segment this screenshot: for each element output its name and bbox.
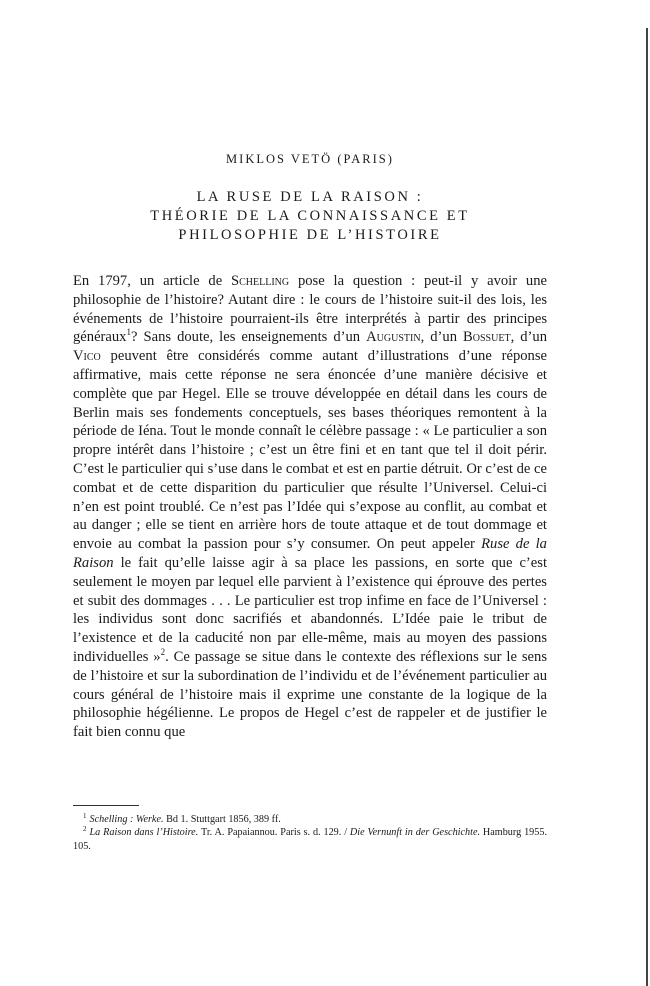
title-line-3: PHILOSOPHIE DE L’HISTOIRE — [178, 227, 442, 243]
article-author: MIKLOS VETÖ (PARIS) — [226, 152, 394, 166]
body-text-run: . Ce passage se situe dans le contexte des réflexions sur le sens de l’histoire et sur la subordination de l’individu et de l’événement particulier au cours général de l’histoire mais il exprime une constante de la logique de la philosophie hégélienne. Le propos de Hegel c’est de rappeler et de justifier le fait bien connu que — [73, 648, 547, 741]
body-text-run: pose la question : peut-il y avoir une philosophie de l’histoire? Autant dire : le cours de l’histoire suit-il des lois, les événements de l’histoire pourraient-ils être interprétés à partir des principes généraux — [73, 273, 547, 346]
name-schelling: Schelling — [231, 273, 290, 289]
footnote-text: Bd 1. Stuttgart 1856, 389 ff. — [163, 814, 281, 825]
body-paragraph — [73, 272, 547, 742]
footnote-ref-1[interactable]: 1 — [126, 327, 131, 338]
article-body — [73, 272, 547, 742]
body-text-run: ? Sans doute, les enseignements d’un — [130, 329, 367, 346]
title-line-2: THÉORIE DE LA CONNAISSANCE ET — [150, 208, 470, 224]
footnote-1 — [73, 813, 547, 826]
footnote-number: 1 — [83, 811, 87, 820]
footnote-2 — [73, 826, 547, 853]
footnote-text-2: Hamburg 1955. 105. — [73, 827, 548, 852]
name-vico: Vico — [73, 348, 101, 365]
body-text-run: , d’un — [510, 329, 547, 346]
body-text-run: , d’un — [420, 329, 464, 346]
footnote-text: Tr. A. Papaiannou. Paris s. d. 129. / — [198, 827, 350, 839]
footnote-work-title-2: Die Vernunft in der Geschichte. — [349, 827, 481, 839]
footnote-number: 2 — [83, 825, 87, 834]
footnote-work-title: La Raison dans l’Histoire. — [89, 827, 199, 839]
title-line-1: LA RUSE DE LA RAISON : — [196, 189, 424, 205]
footnote-divider — [73, 805, 139, 806]
term-ruse-de-la-raison: Ruse de la Raison — [73, 536, 547, 571]
footnote-ref-2[interactable]: 2 — [160, 647, 166, 658]
body-text-run: le fait qu’elle laisse agir à sa place les passions, en sorte que c’est seulement le moyen par lequel elle parvient à l’existence qui éprouve des pertes et subit des dommages . . . Le particulier est trop infime en face de l’Universel : les individus sont donc sacrifiés et abandonnés. L’Idée paie le tribut de l’existence et de la caducité non par elle-même, mais au moyen des passions individuelles » — [73, 554, 547, 665]
body-text-run: peuvent être considérés comme autant d’illustrations d’une réponse affirmative, mais cette réponse ne sera énoncée d’une manière décisive et complète que par Hegel. Elle se trouve développée en détail dans les cours de Berlin mais ses fondements conceptuels, ses bases théoriques remontent à la période de Iéna. Tout le monde connaît le célèbre passage : « Le particulier a son propre intérêt dans l’histoire ; c’est un être fini et en tant que tel il doit périr. C’est le particulier qui s’use dans le combat et est en partie détruit. Or c’est de ce combat et de cette disparition du particulier que résulte l’Universel. Celui-ci n’en est point troublé. Ce n’est pas l’Idée qui s’expose au conflit, au combat et au danger ; elle se tient en arrière hors de toute attaque et de tout dommage et envoie au combat la passion pour s’y consumer. On peut appeler — [73, 348, 547, 553]
name-augustin: Augustin — [366, 329, 421, 346]
name-bossuet: Bossuet — [463, 329, 511, 346]
page-edge-rule — [646, 28, 648, 986]
footnote-work-title: Schelling : Werke. — [89, 814, 164, 825]
body-text-run: En 1797, un article de — [73, 273, 232, 289]
footnotes — [73, 813, 547, 853]
article-title — [0, 188, 620, 245]
